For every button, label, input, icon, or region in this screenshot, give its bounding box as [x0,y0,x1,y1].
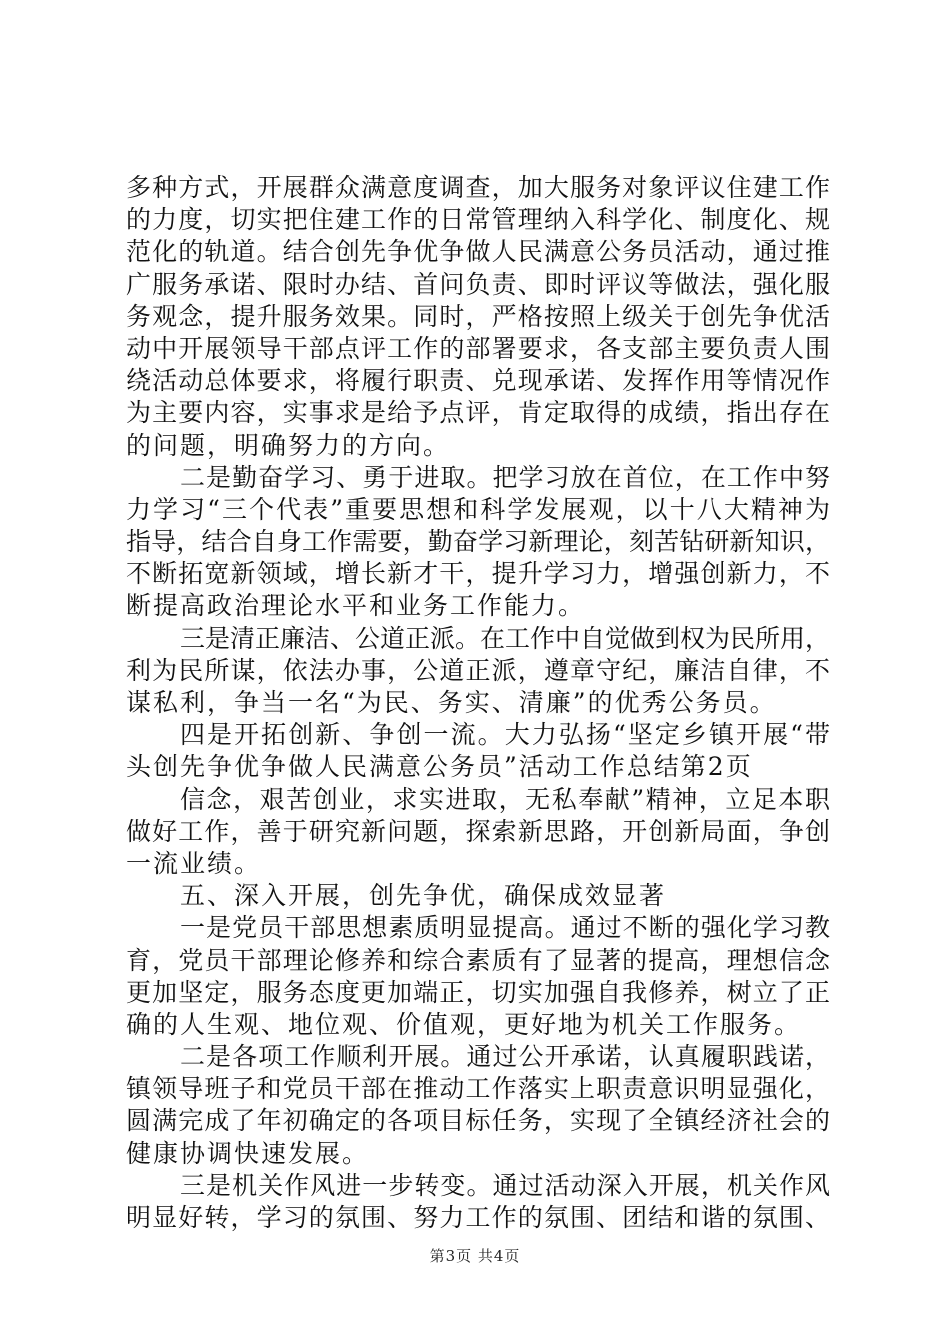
text-line: 的问题，明确努力的方向。 [126,430,451,460]
text-line: 镇领导班子和党员干部在推动工作落实上职责意识明显强化， [126,1074,830,1104]
text-line: 断提高政治理论水平和业务工作能力。 [126,591,586,621]
text-line: 健康协调快速发展。 [126,1138,370,1168]
text-line: 一流业绩。 [126,848,262,878]
text-line: 三是清正廉洁、公道正派。在工作中自觉做到权为民所用， [180,623,830,653]
text-line: 明显好转，学习的氛围、努力工作的氛围、团结和谐的氛围、 [126,1203,830,1232]
text-line: 为主要内容，实事求是给予点评，肯定取得的成绩，指出存在 [126,398,830,428]
text-line: 三是机关作风进一步转变。通过活动深入开展，机关作风 [180,1170,830,1200]
text-line: 范化的轨道。结合创先争优争做人民满意公务员活动，通过推 [126,237,830,267]
text-line: 育，党员干部理论修养和综合素质有了显著的提高，理想信念 [126,945,830,975]
text-line: 四是开拓创新、争创一流。大力弘扬“坚定乡镇开展“带 [180,720,830,750]
text-line: 五、深入开展，创先争优，确保成效显著 [180,881,667,911]
text-line: 更加坚定，服务态度更加端正，切实加强自我修养，树立了正 [126,977,830,1007]
text-line: 力学习“三个代表”重要思想和科学发展观，以十八大精神为 [126,494,830,524]
text-line: 不断拓宽新领域，增长新才干，提升学习力，增强创新力，不 [126,559,830,589]
text-line: 谋私利，争当一名“为民、务实、清廉”的优秀公务员。 [126,688,777,717]
text-line: 多种方式，开展群众满意度调查，加大服务对象评议住建工作 [126,173,830,202]
text-line: 的力度，切实把住建工作的日常管理纳入科学化、制度化、规 [126,205,830,235]
text-line: 广服务承诺、限时办结、首问负责、即时评议等做法，强化服 [126,269,830,299]
text-line: 务观念，提升服务效果。同时，严格按照上级关于创先争优活 [126,301,830,331]
text-line: 确的人生观、地位观、价值观，更好地为机关工作服务。 [126,1009,802,1039]
text-line: 做好工作，善于研究新问题，探索新思路，开创新局面，争创 [126,816,830,846]
text-line: 绕活动总体要求，将履行职责、兑现承诺、发挥作用等情况作 [126,366,830,396]
text-line: 二是各项工作顺利开展。通过公开承诺，认真履职践诺， [180,1042,830,1072]
text-line: 信念，艰苦创业，求实进取，无私奉献”精神，立足本职 [180,784,830,814]
text-line: 利为民所谋，依法办事，公道正派，遵章守纪，廉洁自律，不 [126,655,830,685]
text-line: 圆满完成了年初确定的各项目标任务，实现了全镇经济社会的 [126,1106,830,1136]
text-line: 动中开展领导干部点评工作的部署要求，各支部主要负责人围 [126,333,830,363]
text-line: 一是党员干部思想素质明显提高。通过不断的强化学习教 [180,913,830,943]
text-line: 指导，结合自身工作需要，勤奋学习新理论，刻苦钻研新知识， [126,527,830,557]
text-line: 二是勤奋学习、勇于进取。把学习放在首位，在工作中努 [180,462,830,492]
text-line: 头创先争优争做人民满意公务员”活动工作总结第2页 [126,752,753,782]
document-body [126,172,830,1234]
page-footer: 第3页 共4页 [429,1247,521,1265]
